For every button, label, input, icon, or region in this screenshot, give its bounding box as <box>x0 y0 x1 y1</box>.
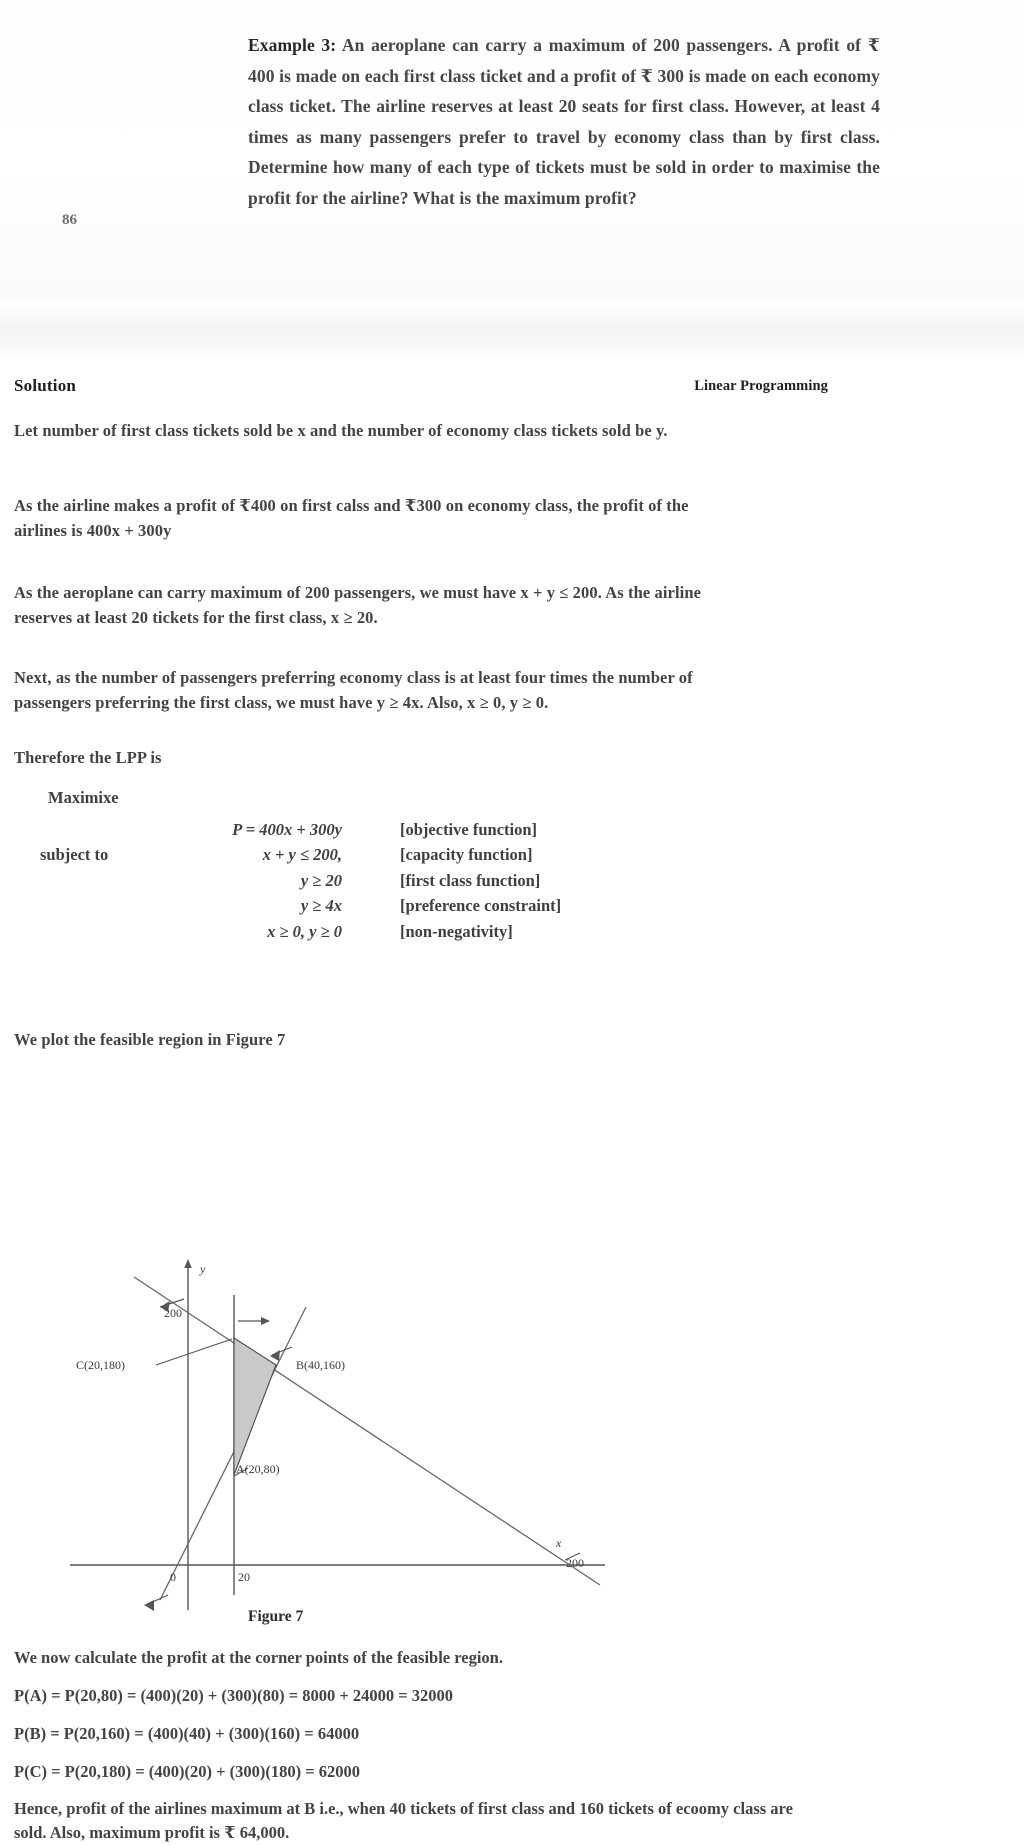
paragraph-profit: As the airline makes a profit of ₹400 on first calss and ₹300 on economy class, the profit of the airlines is 400x + 300y <box>14 496 689 540</box>
lpp-row <box>40 817 680 843</box>
page-number: 86 <box>62 212 77 228</box>
arrow-origin-dir-head <box>144 1600 154 1611</box>
leader-c <box>156 1339 232 1365</box>
feasible-region-svg <box>60 1255 660 1615</box>
axis-y-label: y <box>200 1262 206 1276</box>
paragraph-definitions: Let number of first class tickets sold be x and the number of economy class tickets sold be y. <box>14 421 668 440</box>
lpp-equation: x + y ≤ 200, <box>262 845 342 864</box>
paragraph-lpp-intro: Therefore the LPP is <box>14 748 162 767</box>
conclusion: Hence, profit of the airlines maximum at B i.e., when 40 tickets of first class and 160 tickets of ecoomy class are sold. Also, maximum profit is ₹ 64,000. <box>14 1799 793 1842</box>
label-point-c: C(20,180) <box>76 1358 125 1372</box>
lpp-equation: y ≥ 20 <box>300 870 342 890</box>
scan-seam <box>0 300 1024 360</box>
lpp-row <box>40 868 680 894</box>
label-point-a: A(20,80) <box>236 1462 280 1476</box>
lpp-title: Maximixe <box>48 788 119 807</box>
constraint-preference-line <box>160 1307 306 1600</box>
calc-line-a: P(A) = P(20,80) = (400)(20) + (300)(80) = 8000 + 24000 = 32000 <box>14 1686 454 1705</box>
example-question <box>248 30 880 213</box>
calc-line-b: P(B) = P(20,160) = (400)(40) + (300)(160) = 64000 <box>14 1724 360 1743</box>
arrow-x20-head <box>261 1317 270 1325</box>
constraint-capacity-line <box>134 1277 600 1585</box>
origin-label: 0 <box>170 1570 176 1584</box>
lpp-row <box>40 842 680 868</box>
tick-label-y-200: 200 <box>164 1306 182 1320</box>
example-text: An aeroplane can carry a maximum of 200 passengers. A profit of ₹ 400 is made on each first class ticket and a profit of ₹ 300 is made on each economy class ticket. The airline reserves at least 20 seats for first class. However, at least 4 times as many passengers prefer to travel by economy class than by first class. Determine how many of each type of tickets must be sold in order to maximise the profit for the airline? What is the maximum profit? <box>248 35 880 208</box>
lpp-row <box>40 919 680 945</box>
example-label: Example 3: <box>248 35 337 55</box>
lpp-equation: P = 400x + 300y <box>232 819 342 839</box>
running-head: Linear Programming <box>694 378 828 394</box>
feasible-region-polygon <box>234 1338 276 1475</box>
lpp-note: [non-negativity] <box>400 921 513 941</box>
tick-label-x-20: 20 <box>238 1570 250 1584</box>
lpp-note: [preference constraint] <box>400 896 562 915</box>
lpp-note: [first class function] <box>400 870 541 890</box>
plot-intro-line: We plot the feasible region in Figure 7 <box>14 1030 286 1049</box>
lpp-note: [objective function] <box>400 819 538 839</box>
lpp-keyword: subject to <box>40 845 109 864</box>
tick-label-x-200: 200 <box>566 1556 584 1570</box>
solution-heading: Solution <box>14 376 77 395</box>
figure-caption: Figure 7 <box>248 1608 304 1625</box>
lpp-block <box>40 785 680 944</box>
arrow-preference-head <box>270 1350 280 1361</box>
y-axis-arrowhead <box>184 1259 192 1268</box>
label-point-b: B(40,160) <box>296 1358 345 1372</box>
paragraph-capacity: As the aeroplane can carry maximum of 200 passengers, we must have x + y ≤ 200. As the airline reserves at least 20 tickets for the first class, x ≥ 20. <box>14 583 702 627</box>
calc-intro: We now calculate the profit at the corner points of the feasible region. <box>14 1648 503 1667</box>
calc-line-c: P(C) = P(20,180) = (400)(20) + (300)(180) = 62000 <box>14 1762 360 1781</box>
axis-x-label: x <box>556 1536 562 1550</box>
lpp-note: [capacity function] <box>400 845 533 864</box>
lpp-equation: x ≥ 0, y ≥ 0 <box>267 921 342 941</box>
lpp-equation: y ≥ 4x <box>300 896 342 915</box>
figure-7-graph <box>60 1255 660 1615</box>
lpp-row <box>40 893 680 919</box>
paragraph-preference: Next, as the number of passengers preferring economy class is at least four times the number of passengers preferring the first class, we must have y ≥ 4x. Also, x ≥ 0, y ≥ 0. <box>14 668 693 712</box>
